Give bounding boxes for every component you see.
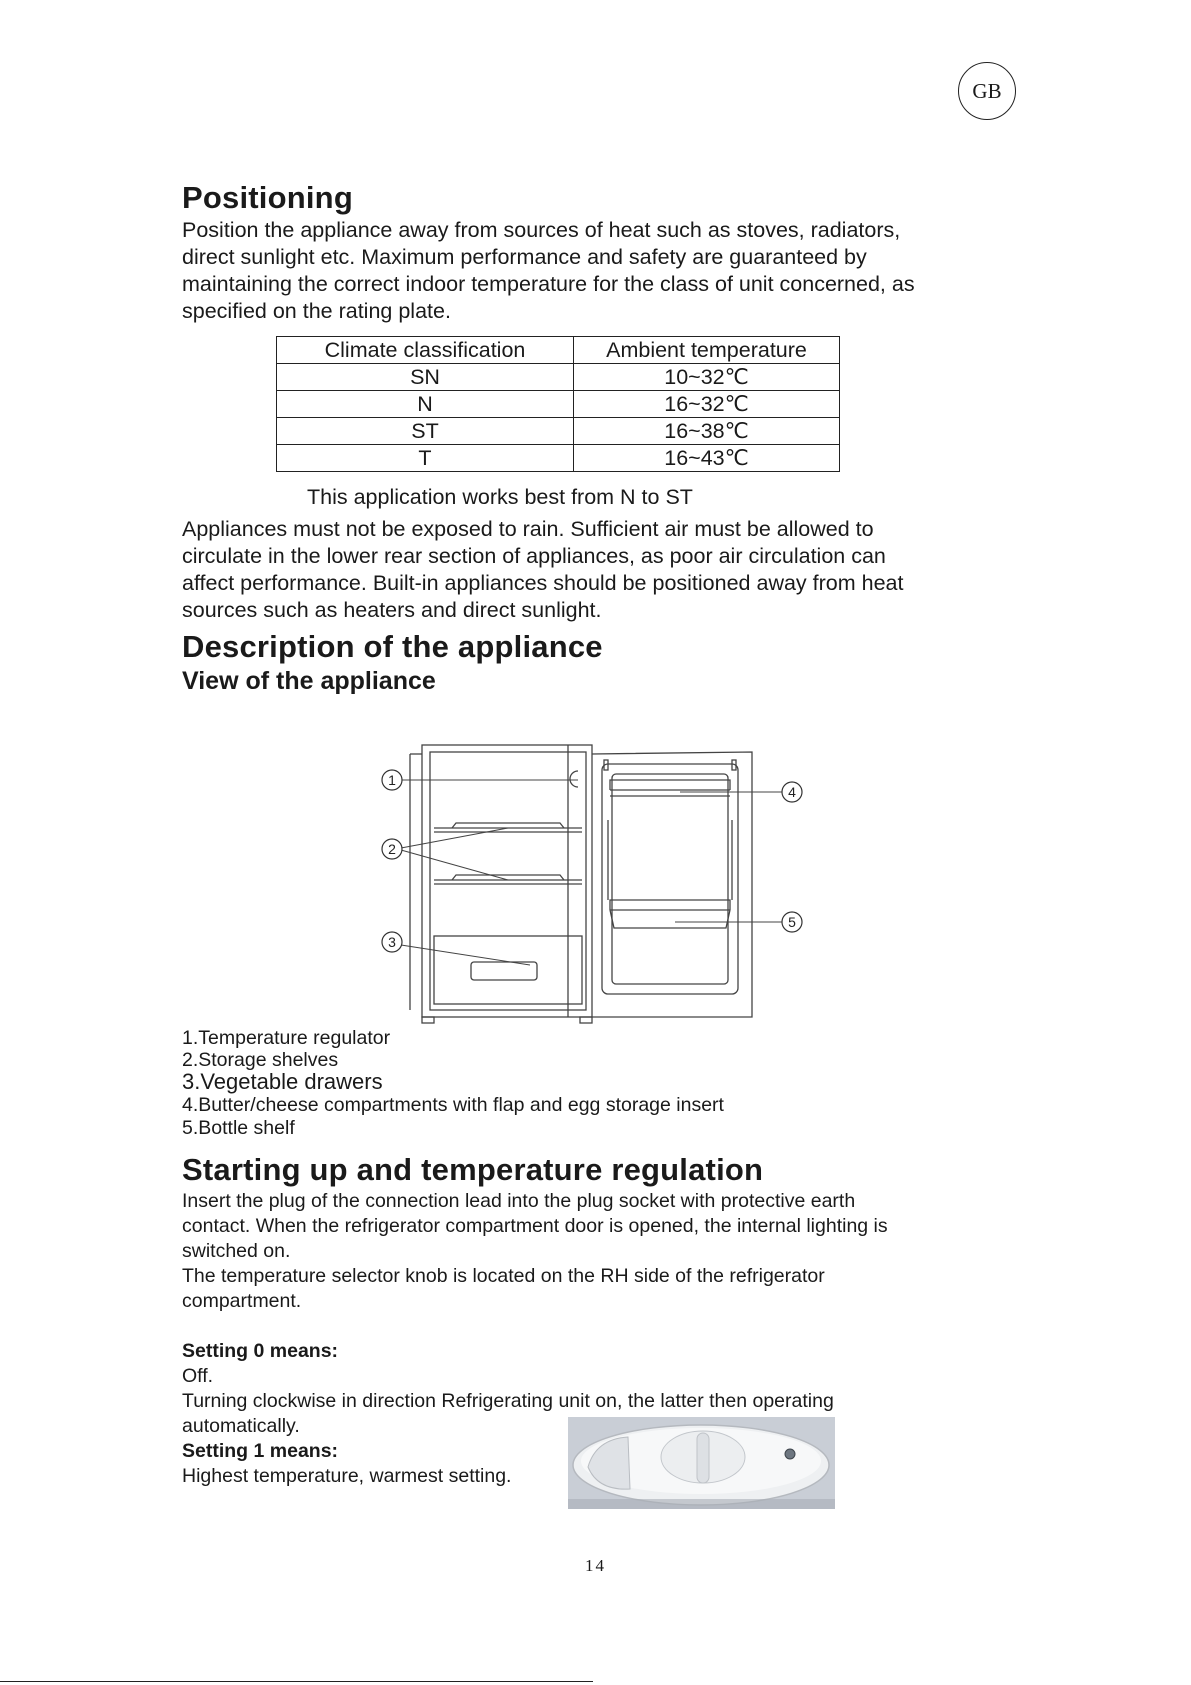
positioning-heading: Positioning [182,180,353,215]
parts-list-item: 2.Storage shelves [182,1049,339,1071]
table-row [277,445,840,472]
climate-table [276,336,840,472]
view-subheading: View of the appliance [182,667,436,695]
vegetable-drawer [434,936,582,1004]
setting1-label: Setting 1 means: [182,1440,339,1462]
table-header-row [277,337,840,364]
setting0-text: Off. Turning clockwise in direction Refrigerating unit on, the latter then operating automatically. [182,1365,834,1437]
parts-list-item: 1.Temperature regulator [182,1027,391,1049]
table-cell: SN [277,364,574,391]
butter-compartment [610,780,730,790]
table-note: This application works best from N to ST [307,485,693,509]
page-number: 14 [585,1556,606,1575]
table-cell: N [277,391,574,418]
positioning-body: Appliances must not be exposed to rain. Sufficient air must be allowed to circulate in the lower rear section of appliances, as poor air circulation can affect performance. Built-in appliances should be positioned away from heat sources such as heaters and direct sunlight. [182,517,904,622]
language-badge: GB [958,62,1016,120]
parts-list-item: 4.Butter/cheese compartments with flap and egg storage insert [182,1094,724,1116]
leader-line-2a [401,828,508,848]
temperature-knob-photo [568,1417,835,1509]
table-row [277,364,840,391]
table-cell: 16~32℃ [574,391,840,418]
table-cell: T [277,445,574,472]
callout-label-4: 4 [788,784,796,800]
regulator-shape [570,771,578,787]
startup-heading: Starting up and temperature regulation [182,1152,764,1187]
startup-paragraph: Insert the plug of the connection lead into the plug socket with protective earth contact. When the refrigerator compartment door is opened, the internal lighting is switched on. The temperature selector knob is located on the RH side of the refrigerator compartment. [182,1190,888,1312]
cabinet-outline [422,745,592,1017]
callout-label-3: 3 [388,934,396,950]
callout-label-5: 5 [788,914,796,930]
leader-line-2b [401,850,508,880]
table-cell: 16~43℃ [574,445,840,472]
positioning-intro: Position the appliance away from sources of heat such as stoves, radiators, direct sunlight etc. Maximum performance and safety are guaranteed by maintaining the correct indoor temperature for the class of unit concerned, as specified on the rating plate. [182,218,915,323]
setting0-label: Setting 0 means: [182,1340,339,1362]
table-header: Ambient temperature [574,337,840,364]
leader-line-3 [401,945,530,965]
setting1-text: Highest temperature, warmest setting. [182,1465,512,1487]
cabinet-inner [430,752,586,1010]
callout-label-1: 1 [388,772,396,788]
table-header: Climate classification [277,337,574,364]
table-cell: 10~32℃ [574,364,840,391]
table-row [277,418,840,445]
parts-list-item: 5.Bottle shelf [182,1117,295,1139]
lamp-switch [785,1449,795,1459]
parts-list-item: 3.Vegetable drawers [182,1069,383,1094]
table-row [277,391,840,418]
bottle-shelf [610,900,730,910]
door-inner [602,764,738,994]
table-cell: 16~38℃ [574,418,840,445]
table-cell: ST [277,418,574,445]
callout-label-2: 2 [388,841,396,857]
appliance-diagram [370,740,820,1030]
footer-line [0,1681,593,1682]
description-heading: Description of the appliance [182,629,603,664]
